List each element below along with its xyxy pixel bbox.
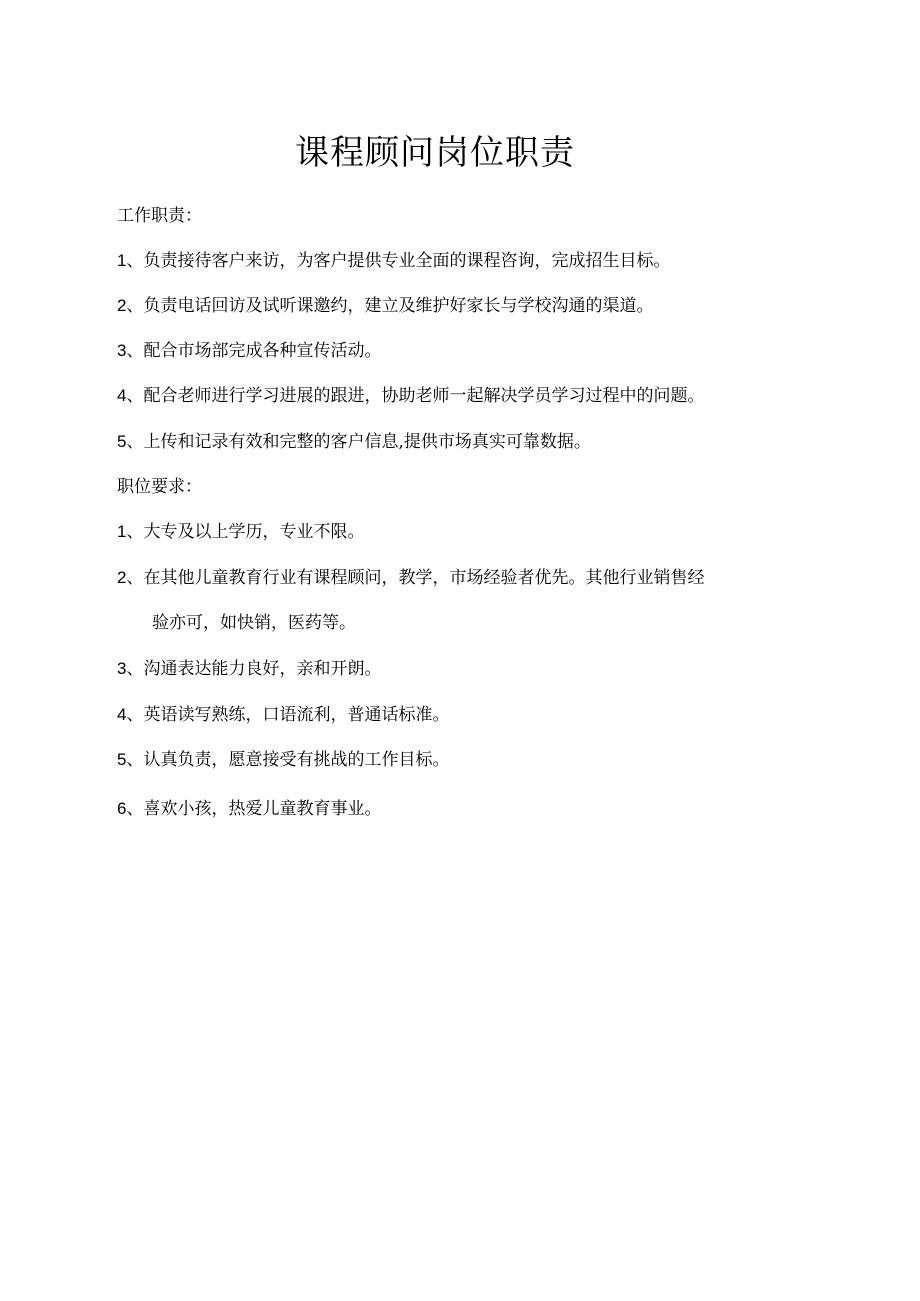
item-number: 3 xyxy=(117,659,127,678)
item-number: 4 xyxy=(117,705,127,724)
item-text: 、配合老师进行学习进展的跟进，协助老师一起解决学员学习过程中的问题。 xyxy=(126,386,705,406)
item-text: 、负责电话回访及试听课邀约，建立及维护好家长与学校沟通的渠道。 xyxy=(126,296,654,316)
item-text: 、认真负责，愿意接受有挑战的工作目标。 xyxy=(126,750,450,770)
duty-item-2 xyxy=(117,294,653,318)
requirement-item-2-continuation: 验亦可，如快销，医药等。 xyxy=(152,613,356,633)
item-text: 、喜欢小孩，热爱儿童教育事业。 xyxy=(126,799,382,819)
item-text: 、上传和记录有效和完整的客户信息,提供市场真实可靠数据。 xyxy=(126,432,591,452)
requirement-item-1 xyxy=(117,520,364,544)
item-text: 、大专及以上学历，专业不限。 xyxy=(126,522,365,542)
requirement-item-2 xyxy=(117,566,704,590)
item-number: 1 xyxy=(117,251,127,270)
item-text: 、在其他儿童教育行业有课程顾问，教学，市场经验者优先。其他行业销售经 xyxy=(126,568,705,588)
item-text: 、配合市场部完成各种宣传活动。 xyxy=(126,341,382,361)
item-number: 2 xyxy=(117,296,127,315)
item-number: 2 xyxy=(117,568,127,587)
item-number: 1 xyxy=(117,522,127,541)
requirement-item-5 xyxy=(117,748,449,772)
item-number: 5 xyxy=(117,432,127,451)
item-number: 3 xyxy=(117,341,127,360)
requirement-item-6 xyxy=(117,797,381,821)
duty-item-4 xyxy=(117,384,704,408)
item-number: 5 xyxy=(117,750,127,769)
item-number: 4 xyxy=(117,386,127,405)
item-text: 、英语读写熟练，口语流利，普通话标准。 xyxy=(126,705,450,725)
document-title: 课程顾问岗位职责 xyxy=(295,133,575,173)
requirement-item-4 xyxy=(117,703,449,727)
section-heading-requirements: 职位要求： xyxy=(117,477,202,497)
section-heading-duties: 工作职责： xyxy=(117,206,202,226)
duty-item-5 xyxy=(117,430,591,454)
item-text: 、沟通表达能力良好，亲和开朗。 xyxy=(126,659,382,679)
item-text: 、负责接待客户来访，为客户提供专业全面的课程咨询，完成招生目标。 xyxy=(126,251,671,271)
requirement-item-3 xyxy=(117,657,381,681)
item-number: 6 xyxy=(117,799,127,818)
duty-item-3 xyxy=(117,339,381,363)
duty-item-1 xyxy=(117,249,670,273)
